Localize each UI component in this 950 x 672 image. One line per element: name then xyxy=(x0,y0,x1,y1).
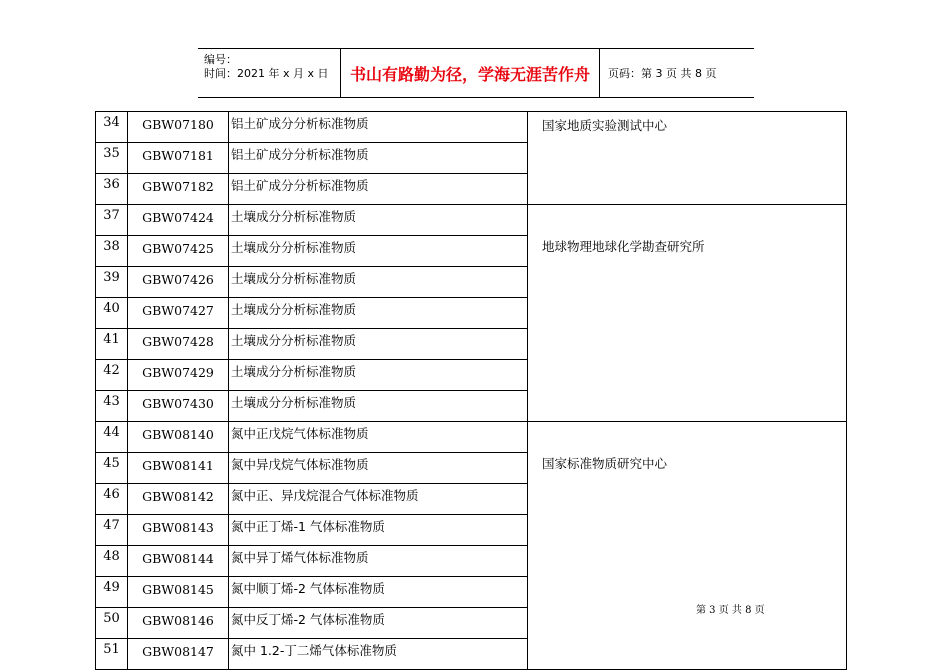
row-number: 47 xyxy=(96,515,128,546)
material-name: 氮中正戊烷气体标准物质 xyxy=(229,422,528,453)
table-row xyxy=(96,112,847,143)
material-code: GBW08145 xyxy=(128,577,229,608)
material-name: 氮中异戊烷气体标准物质 xyxy=(229,453,528,484)
material-name: 氮中 1.2-丁二烯气体标准物质 xyxy=(229,639,528,670)
material-name: 氮中正丁烯-1 气体标准物质 xyxy=(229,515,528,546)
material-code: GBW08141 xyxy=(128,453,229,484)
header-meta xyxy=(198,49,340,97)
material-code: GBW07429 xyxy=(128,360,229,391)
material-name: 土壤成分分析标准物质 xyxy=(229,391,528,422)
material-name: 氮中顺丁烯-2 气体标准物质 xyxy=(229,577,528,608)
material-name: 氮中反丁烯-2 气体标准物质 xyxy=(229,608,528,639)
material-name: 土壤成分分析标准物质 xyxy=(229,267,528,298)
organization-cell: 国家标准物质研究中心 xyxy=(528,422,847,670)
time-label: 时间：2021 年 x 月 x 日 xyxy=(204,67,329,80)
material-code: GBW07430 xyxy=(128,391,229,422)
row-number: 43 xyxy=(96,391,128,422)
row-number: 49 xyxy=(96,577,128,608)
row-number: 45 xyxy=(96,453,128,484)
material-code: GBW07182 xyxy=(128,174,229,205)
material-code: GBW08146 xyxy=(128,608,229,639)
material-name: 氮中异丁烯气体标准物质 xyxy=(229,546,528,577)
material-code: GBW08140 xyxy=(128,422,229,453)
row-number: 38 xyxy=(96,236,128,267)
material-code: GBW08147 xyxy=(128,639,229,670)
row-number: 40 xyxy=(96,298,128,329)
material-code: GBW08143 xyxy=(128,515,229,546)
material-code: GBW07180 xyxy=(128,112,229,143)
row-number: 44 xyxy=(96,422,128,453)
material-name: 土壤成分分析标准物质 xyxy=(229,298,528,329)
row-number: 41 xyxy=(96,329,128,360)
material-code: GBW07428 xyxy=(128,329,229,360)
organization-cell: 国家地质实验测试中心 xyxy=(528,112,847,205)
number-label: 编号： xyxy=(204,53,237,66)
material-name: 土壤成分分析标准物质 xyxy=(229,236,528,267)
material-code: GBW07426 xyxy=(128,267,229,298)
row-number: 46 xyxy=(96,484,128,515)
page-footer: 第 3 页 共 8 页 xyxy=(696,605,765,616)
material-name: 土壤成分分析标准物质 xyxy=(229,329,528,360)
material-name: 铝土矿成分分析标准物质 xyxy=(229,174,528,205)
material-name: 铝土矿成分分析标准物质 xyxy=(229,112,528,143)
row-number: 51 xyxy=(96,639,128,670)
material-name: 铝土矿成分分析标准物质 xyxy=(229,143,528,174)
material-code: GBW07425 xyxy=(128,236,229,267)
row-number: 50 xyxy=(96,608,128,639)
material-code: GBW08142 xyxy=(128,484,229,515)
material-code: GBW07424 xyxy=(128,205,229,236)
row-number: 34 xyxy=(96,112,128,143)
row-number: 39 xyxy=(96,267,128,298)
row-number: 36 xyxy=(96,174,128,205)
organization-cell: 地球物理地球化学勘查研究所 xyxy=(528,205,847,422)
row-number: 42 xyxy=(96,360,128,391)
table-row xyxy=(96,205,847,236)
material-name: 氮中正、异戊烷混合气体标准物质 xyxy=(229,484,528,515)
row-number: 37 xyxy=(96,205,128,236)
reference-materials-table xyxy=(95,111,847,670)
material-code: GBW07427 xyxy=(128,298,229,329)
material-name: 土壤成分分析标准物质 xyxy=(229,205,528,236)
page-header xyxy=(198,48,754,98)
header-page-info: 页码：第 3 页 共 8 页 xyxy=(608,67,717,80)
material-code: GBW08144 xyxy=(128,546,229,577)
row-number: 48 xyxy=(96,546,128,577)
material-code: GBW07181 xyxy=(128,143,229,174)
material-name: 土壤成分分析标准物质 xyxy=(229,360,528,391)
table-row xyxy=(96,422,847,453)
row-number: 35 xyxy=(96,143,128,174)
header-motto: 书山有路勤为径，学海无涯苦作舟 xyxy=(340,49,600,97)
